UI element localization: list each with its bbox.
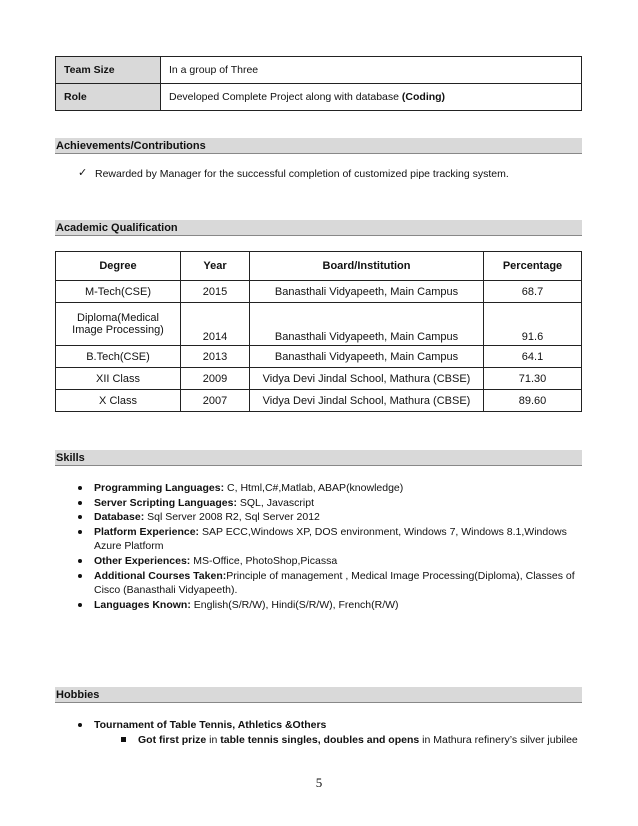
- percentage-cell: 71.30: [484, 368, 582, 390]
- list-item: [78, 525, 578, 554]
- skill-label: Platform Experience:: [94, 525, 200, 538]
- board-cell: Vidya Devi Jindal School, Mathura (CBSE): [250, 390, 484, 412]
- table-header-row: [56, 252, 582, 281]
- degree-cell: M-Tech(CSE): [56, 281, 181, 303]
- board-cell: Banasthali Vidyapeeth, Main Campus: [250, 303, 484, 346]
- year-cell: 2013: [181, 346, 250, 368]
- year-cell: 2014: [181, 303, 250, 346]
- table-row: [56, 303, 582, 346]
- list-item: [78, 510, 578, 525]
- percentage-cell: 89.60: [484, 390, 582, 412]
- board-cell: Vidya Devi Jindal School, Mathura (CBSE): [250, 368, 484, 390]
- table-row: [56, 390, 582, 412]
- hobby-sub-text-1: in: [206, 734, 221, 746]
- skill-text: MS-Office, PhotoShop,Picassa: [190, 554, 338, 567]
- skill-label: Other Experiences:: [94, 554, 191, 567]
- skill-text: Principle of management , Medical Image Processing(Diploma), Classes of Cisco (Banasthali Vidyapeeth).: [94, 569, 575, 597]
- hobby-sub-item: [121, 733, 578, 748]
- year-cell: 2009: [181, 368, 250, 390]
- column-header-board: Board/Institution: [250, 252, 484, 281]
- role-value: [161, 84, 582, 111]
- hobbies-list: [78, 718, 578, 733]
- skills-heading: Skills: [55, 450, 582, 466]
- skill-label: Languages Known:: [94, 598, 191, 611]
- table-row: [56, 84, 582, 111]
- skill-text: C, Html,C#,Matlab, ABAP(knowledge): [224, 482, 404, 494]
- degree-line-1: Diploma(Medical: [77, 312, 159, 324]
- skill-text: SAP ECC,Windows XP, DOS environment, Windows 7, Windows 8.1,Windows Azure Platform: [94, 525, 567, 553]
- degree-cell: X Class: [56, 390, 181, 412]
- board-cell: Banasthali Vidyapeeth, Main Campus: [250, 281, 484, 303]
- list-item: [78, 554, 578, 569]
- board-cell: Banasthali Vidyapeeth, Main Campus: [250, 346, 484, 368]
- list-item: [78, 569, 578, 598]
- role-label: Role: [56, 84, 161, 111]
- list-item: [78, 598, 578, 613]
- skill-text: English(S/R/W), Hindi(S/R/W), French(R/W): [190, 598, 399, 611]
- square-bullet-icon: [121, 737, 126, 742]
- year-cell: 2007: [181, 390, 250, 412]
- team-table: [55, 56, 582, 111]
- page-number: 5: [315, 775, 323, 790]
- list-item: [78, 481, 578, 496]
- skills-list: [78, 481, 578, 612]
- team-size-value: In a group of Three: [161, 57, 582, 84]
- role-value-bold: (Coding): [401, 91, 446, 103]
- achievement-item: Rewarded by Manager for the successful completion of customized pipe tracking system.: [95, 168, 509, 180]
- skill-label: Server Scripting Languages:: [94, 496, 237, 509]
- column-header-percentage: Percentage: [484, 252, 582, 281]
- role-value-text: Developed Complete Project along with database: [169, 91, 402, 103]
- hobby-title: Tournament of Table Tennis, Athletics &Others: [94, 719, 327, 731]
- list-item: [78, 496, 578, 511]
- skill-label: Additional Courses Taken:: [94, 569, 227, 582]
- team-size-label: Team Size: [56, 57, 161, 84]
- skill-label: Database:: [94, 511, 145, 524]
- academic-heading: Academic Qualification: [55, 220, 582, 236]
- year-cell: 2015: [181, 281, 250, 303]
- percentage-cell: 68.7: [484, 281, 582, 303]
- skill-text: SQL, Javascript: [236, 496, 314, 509]
- skill-label: Programming Languages:: [94, 482, 225, 494]
- degree-cell: XII Class: [56, 368, 181, 390]
- hobby-sub-bold-2: table tennis singles, doubles and opens: [220, 734, 420, 746]
- column-header-year: Year: [181, 252, 250, 281]
- column-header-degree: Degree: [56, 252, 181, 281]
- degree-line-2: Image Processing): [72, 324, 164, 336]
- table-row: [56, 346, 582, 368]
- percentage-cell: 64.1: [484, 346, 582, 368]
- table-row: [56, 57, 582, 84]
- degree-cell: [56, 303, 181, 346]
- achievements-heading: Achievements/Contributions: [55, 138, 582, 154]
- hobby-sub-bold-1: Got first prize: [138, 734, 207, 746]
- table-row: [56, 368, 582, 390]
- skill-text: Sql Server 2008 R2, Sql Server 2012: [144, 511, 320, 524]
- list-item: [78, 718, 578, 733]
- degree-cell: B.Tech(CSE): [56, 346, 181, 368]
- academic-table: [55, 251, 582, 412]
- hobby-sub-text-2: in Mathura refinery’s silver jubilee: [419, 734, 578, 746]
- percentage-cell: 91.6: [484, 303, 582, 346]
- table-row: [56, 281, 582, 303]
- hobbies-heading: Hobbies: [55, 687, 582, 703]
- check-icon: ✓: [78, 167, 88, 179]
